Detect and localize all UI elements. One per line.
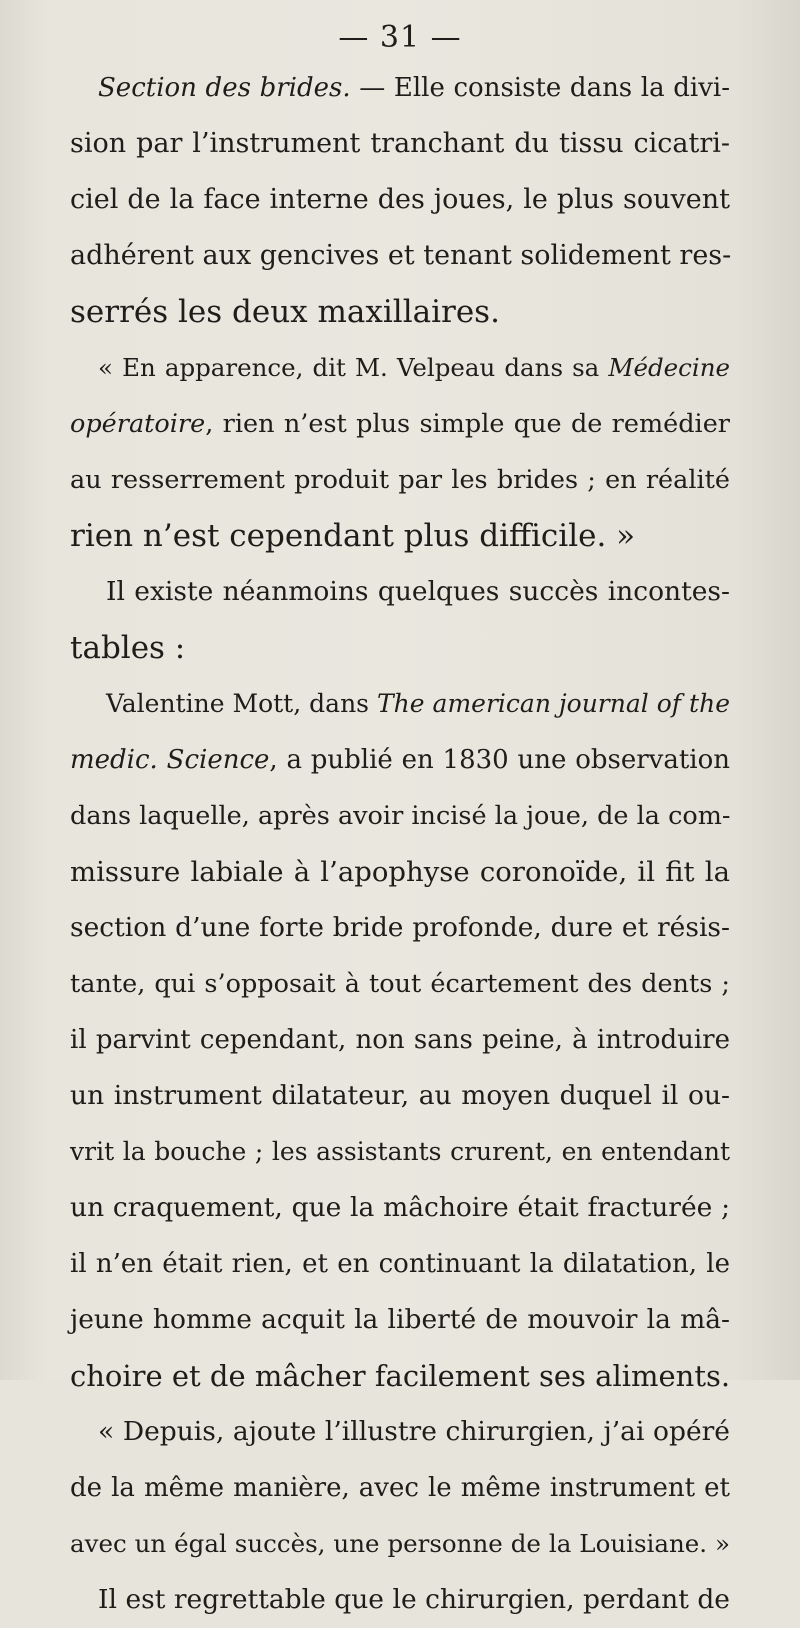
text-line: vrit la bouche ; les assistants crurent, en entendant: [70, 1137, 730, 1166]
text-line: avec un égal succès, une personne de la Louisiane. »: [70, 1529, 730, 1558]
text-line: jeune homme acquit la liberté de mouvoir la mâ-: [70, 1304, 730, 1335]
text-line: Valentine Mott, dans The american journal of the: [106, 689, 730, 718]
cited-work: Médecine: [608, 353, 730, 382]
text-line: dans laquelle, après avoir incisé la joue, de la com-: [70, 801, 731, 831]
text-line: tables :: [70, 630, 186, 666]
text-line: rien n’est cependant plus difficile. »: [70, 518, 636, 554]
text-line: au resserrement produit par les brides ; en réalité: [70, 465, 730, 495]
text-line: choire et de mâcher facilement ses aliments.: [70, 1359, 731, 1393]
cited-work: The american journal of the: [377, 689, 730, 718]
text-line: adhérent aux gencives et tenant solidement res-: [70, 240, 732, 271]
text-line: « Depuis, ajoute l’illustre chirurgien, j’ai opéré: [98, 1416, 730, 1447]
text-line: sion par l’instrument tranchant du tissu cicatri-: [70, 128, 730, 159]
text-line: un instrument dilatateur, au moyen duquel il ou-: [70, 1080, 730, 1111]
body-text: [70, 60, 730, 1628]
text-line: il n’en était rien, et en continuant la dilatation, le: [70, 1249, 730, 1279]
text-line: de la même manière, avec le même instrument et: [70, 1473, 730, 1503]
text-line: Section des brides. — Elle consiste dans la divi-: [98, 73, 730, 103]
text-line: serrés les deux maxillaires.: [70, 294, 500, 330]
cited-work: opératoire: [70, 409, 206, 439]
text-line: il parvint cependant, non sans peine, à introduire: [70, 1025, 730, 1055]
text-line: ciel de la face interne des joues, le plus souvent: [70, 184, 730, 215]
page-number: — 31 —: [338, 20, 462, 55]
text-line: opératoire, rien n’est plus simple que de remédier: [70, 409, 730, 439]
text-line: medic. Science, a publié en 1830 une observation: [70, 745, 731, 775]
text-line: « En apparence, dit M. Velpeau dans sa Médecine: [98, 353, 730, 382]
text-line: Il est regrettable que le chirurgien, perdant de: [98, 1584, 730, 1615]
text-line: Il existe néanmoins quelques succès incontes-: [106, 576, 730, 607]
cited-work: medic. Science: [70, 745, 270, 775]
text-line: section d’une forte bride profonde, dure et résis-: [70, 912, 730, 943]
text-line: un craquement, que la mâchoire était fracturée ;: [70, 1192, 730, 1223]
section-heading: Section des brides.: [98, 73, 351, 103]
text-line: tante, qui s’opposait à tout écartement des dents ;: [70, 969, 730, 999]
text-line: missure labiale à l’apophyse coronoïde, il fit la: [70, 856, 730, 888]
